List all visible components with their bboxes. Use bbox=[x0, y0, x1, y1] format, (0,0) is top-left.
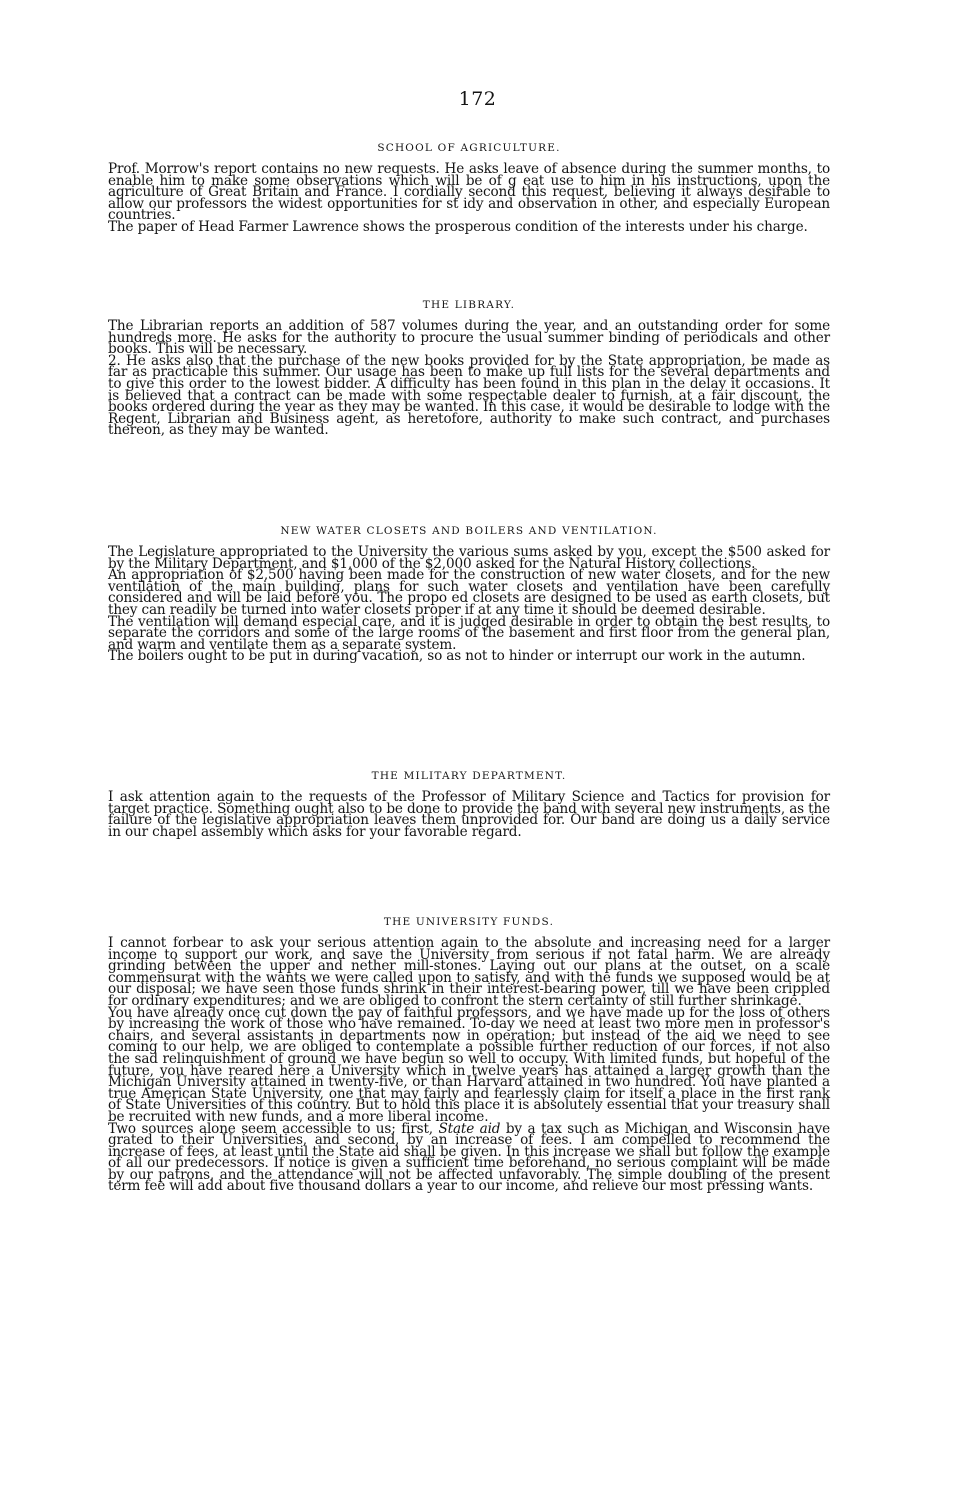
paragraph: The Legislature appropriated to the University the various sums asked by you, except the $500 asked for by the Military Department, and $1,000 of the $2,000 asked for the Natural History collections. bbox=[108, 544, 830, 572]
paragraph: I cannot forbear to ask your serious attention again to the absolute and increasing need for a larger income to support our work, and save the University from serious if not fatal harm. We are already grinding between the upper and nether mill-stones. Laying out our plans at the outset, on a scale commensurat with the wants we were called upon to satisfy, and with the funds we supposed would be at our disposal; we have seen those funds shrink in their interest-bearing power, till we have been crippled for ordinary expenditures; and we are obliged to confront the stern certainty of still further shrinkage. bbox=[108, 935, 830, 1009]
closing-paragraph bbox=[108, 1120, 831, 1195]
section-the-library bbox=[108, 299, 830, 437]
page-number: 172 bbox=[458, 88, 497, 110]
section-heading: NEW WATER CLOSETS AND BOILERS AND VENTILATION. bbox=[280, 525, 658, 537]
paragraph: You have already once cut down the pay of faithful professors, and we have made up for the loss of others by increasing the work of those who have remained. To-day we need at least two more men in professor's chairs, and several assistants in departments now in operation; but instead of the aid we need to see coming to our help, we are obliged to contemplate a possible further reduction of our forces, if not also the sad relinquishment of ground we have begun so well to occupy. With limited funds, but hopeful of the future, you have reared here a University which in twelve years has attained a larger growth than the Michigan University attained in twenty-five, or than Harvard attained in two hundred. You have planted a true American State University, one that may fairly and fearlessly claim for itself a place in the first rank of State Universities of this country. But to hold this place it is absolutely essential that your treasury shall be recruited with new funds, and a more liberal income. bbox=[108, 1004, 830, 1125]
section-heading: THE MILITARY DEPARTMENT. bbox=[371, 770, 567, 782]
section-heading: THE UNIVERSITY FUNDS. bbox=[383, 916, 555, 928]
closing-emphasis: State aid bbox=[438, 1120, 501, 1137]
paragraph: I ask attention again to the requests of the Professor of Military Science and Tactics for provision for target practice. Something ought also to be done to provide the band with several new instruments, as the failure of the legislative appropriation leaves them unprovided for. Our band are doing us a daily service in our chapel assembly which asks for your favorable regard. bbox=[108, 789, 830, 840]
closing-text-before: Two sources alone seem accessible to us; first, bbox=[108, 1120, 439, 1137]
section-military-department bbox=[108, 770, 830, 838]
paragraph: The Librarian reports an addition of 587 volumes during the year, and an outstanding order for some hundreds more. He asks for the authority to procure the usual summer binding of periodicals and other books. This will be necessary. bbox=[108, 318, 830, 358]
section-water-closets-and-ventilation bbox=[108, 525, 830, 663]
section-university-funds bbox=[108, 916, 830, 1193]
section-school-of-agriculture bbox=[108, 142, 830, 234]
paragraph: Prof. Morrow's report contains no new requests. He asks leave of absence during the summer months, to enable him to make some observations which will be of g eat use to him in his instructions, upon the agriculture of Great Britain and France. I cordially second this request, believing it always desirable to allow our professors the widest opportunities for st idy and observation in other, and especially European countries. bbox=[108, 161, 830, 224]
paragraph: The boilers ought to be put in during vacation, so as not to hinder or interrupt our work in the autumn. bbox=[108, 648, 806, 665]
paragraph: The ventilation will demand especial care, and it is judged desirable in order to obtain the best results, to separate the corridors and some of the large rooms of the basement and first floor from the general plan, and warm and ventilate them as a separate system. bbox=[108, 613, 830, 653]
paragraph: An appropriation of $2,500 having been made for the construction of new water closets, and for the new ventilation of the main building, plans for such water closets and ventilation have been carefully considered and will be laid before you. The propo ed closets are designed to be used as earth closets, but they can readily be turned into water closets proper if at any time it should be deemed desirable. bbox=[108, 567, 830, 618]
paragraph: The paper of Head Farmer Lawrence shows the prosperous condition of the interests under his charge. bbox=[108, 218, 808, 235]
section-heading: SCHOOL OF AGRICULTURE. bbox=[377, 142, 561, 154]
paragraph: 2. He asks also that the purchase of the new books provided for by the State appropriation, be made as far as practicable this summer. Our usage has been to make up full lists for the several departments and to give this order to the lowest bidder. A difficulty has been found in this plan in the delay it occasions. It is believed that a contract can be made with some respectable dealer to furnish, at a fair discount, the books ordered during the year as they may be wanted. In this case, it would be desirable to lodge with the Regent, Librarian and Business agent, as heretofore, authority to make such contract, and purchases thereon, as they may be wanted. bbox=[108, 352, 830, 439]
closing-text-after: by a tax such as Michigan and Wisconsin have grated to their Universities, and second, by an increase of fees. I am compelled to recommend the increase of fees, at least until the State aid shall be given. In this increase we shall but follow the example of all our predecessors. If notice is given a sufficient time beforehand, no serious complaint will be made by our patrons, and the attendance will not be affected unfavorably. The simple doubling of the present term fee will add about five thousand dollars a year to our income, and relieve our most pressing wants. bbox=[108, 1120, 831, 1195]
section-heading: THE LIBRARY. bbox=[422, 299, 516, 311]
